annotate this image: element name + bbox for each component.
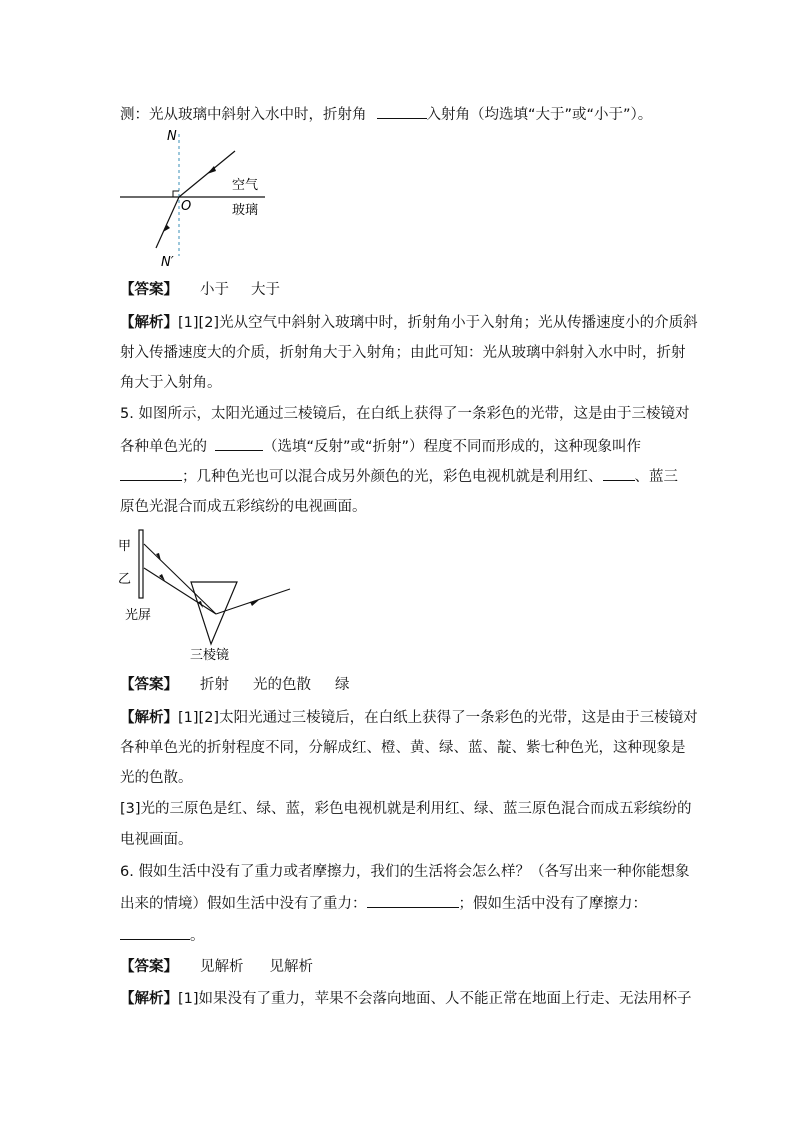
label-air: 空气 [232,178,259,193]
q5-question-line: ；几种色光也可以混合成另外颜色的光，彩色电视机就是利用红、 、蓝三 [120,466,678,487]
q5-blank-1 [215,436,263,451]
q6-question-line: 。 [120,925,205,946]
label-n-prime: N′ [161,255,174,270]
q5-question-line: 5. 如图所示，太阳光通过三棱镜后，在白纸上获得了一条彩色的光带，这是由于三棱镜对 [120,406,690,422]
q6-blank-2 [120,925,190,940]
q6-blank-1 [367,893,459,908]
q4-answer: 【答案】 小于 大于 [120,282,280,298]
q5-question-line: 各种单色光的 （选填“反射”或“折射”）程度不同而形成的，这种现象叫作 [120,436,641,457]
label-screen: 光屏 [125,608,152,623]
q6-answer: 【答案】 见解析 见解析 [120,959,313,975]
q5-question-line: 原色光混合而成五彩缤纷的电视画面。 [120,499,367,515]
q5-analysis-line: 光的色散。 [120,770,193,786]
label-prism: 三棱镜 [190,648,230,663]
q6-analysis-line: 【解析】[1]如果没有了重力，苹果不会落向地面、人不能正常在地面上行走、无法用杯子 [120,991,692,1007]
q4-blank [377,104,427,119]
refraction-diagram [115,126,275,274]
q4-analysis-line: 【解析】[1][2]光从空气中斜射入玻璃中时，折射角小于入射角；光从传播速度小的介质斜 [120,315,698,331]
q4-question-tail: 测：光从玻璃中斜射入水中时，折射角 入射角（均选填“大于”或“小于”）。 [120,104,652,125]
q5-analysis-line: [3]光的三原色是红、绿、蓝，彩色电视机就是利用红、绿、蓝三原色混合而成五彩缤纷的 [120,801,692,817]
q5-analysis-line: 电视画面。 [120,832,193,848]
label-glass: 玻璃 [232,203,259,218]
label-yi: 乙 [118,572,132,587]
prism-diagram [115,528,300,663]
q4-analysis-line: 角大于入射角。 [120,375,222,391]
q5-blank-2 [120,466,182,481]
label-jia: 甲 [118,539,132,554]
label-o: O [181,199,192,214]
q5-analysis-line: 各种单色光的折射程度不同，分解成红、橙、黄、绿、蓝、靛、紫七种色光，这种现象是 [120,740,686,756]
q5-answer: 【答案】 折射 光的色散 绿 [120,677,350,693]
q5-blank-3 [603,466,635,481]
q4-analysis-line: 射入传播速度大的介质，折射角大于入射角；由此可知：光从玻璃中斜射入水中时，折射 [120,345,686,361]
q5-analysis-line: 【解析】[1][2]太阳光通过三棱镜后，在白纸上获得了一条彩色的光带，这是由于三棱镜对 [120,710,698,726]
q6-question-line: 出来的情境）假如生活中没有了重力： ；假如生活中没有了摩擦力： [120,893,647,914]
label-n: N [167,129,177,144]
q6-question-line: 6. 假如生活中没有了重力或者摩擦力，我们的生活将会怎么样？（各写出来一种你能想象 [120,864,690,880]
